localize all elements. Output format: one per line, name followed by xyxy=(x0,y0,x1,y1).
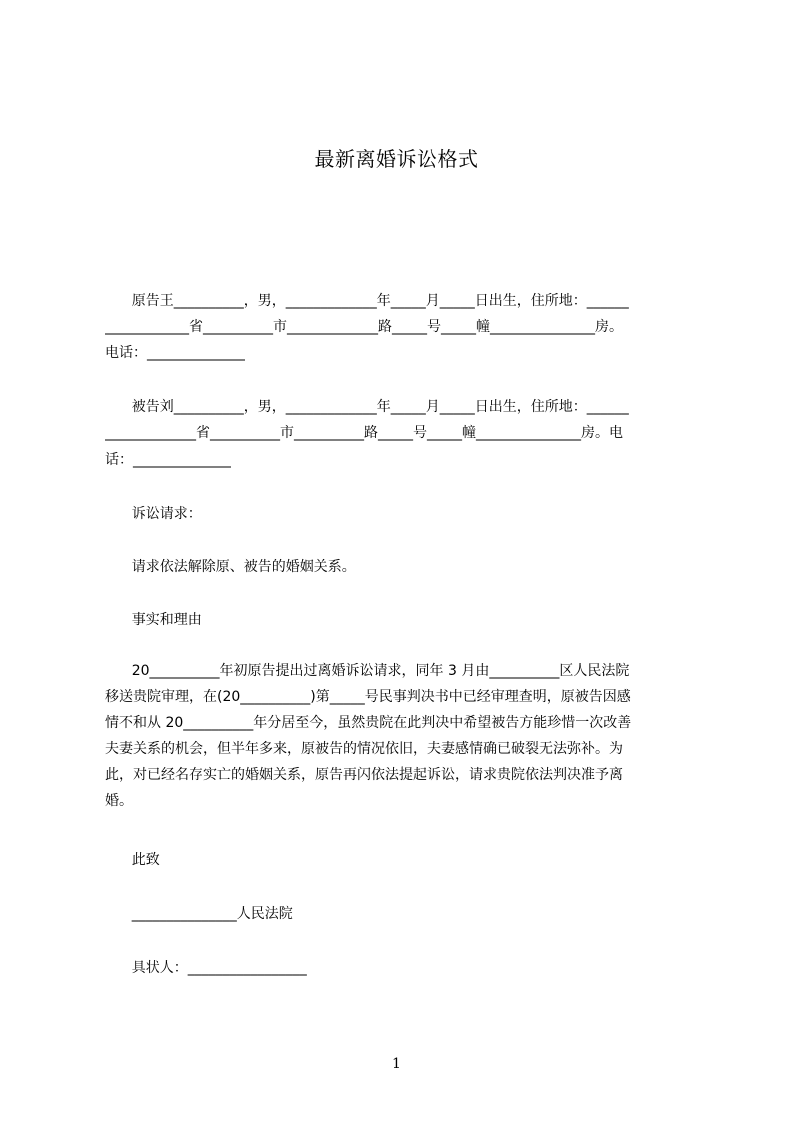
plaintiff-line: 电话：______________ xyxy=(105,345,245,361)
facts-line: 此，对已经名存实亡的婚姻关系，原告再闪依法提起诉讼，请求贵院依法判决准予离 xyxy=(105,767,623,783)
facts-heading: 事实和理由 xyxy=(105,612,202,628)
court-name: _______________人民法院 xyxy=(105,906,293,922)
plaintiff-line: ____________省__________市_____________路_____号_____幢_______________房。 xyxy=(105,319,623,335)
claims-text: 请求依法解除原、被告的婚姻关系。 xyxy=(105,559,356,575)
facts-line: 婚。 xyxy=(105,793,133,809)
facts-line: 夫妻关系的机会，但半年多来，原被告的情况依旧，夫妻感情确已破裂无法弥补。为 xyxy=(105,741,623,757)
plaintiff-line: 原告王__________，男，_____________年_____月_____日出生，住所地：______ xyxy=(105,293,629,309)
page-title: 最新离婚诉讼格式 xyxy=(314,147,479,171)
defendant-line: 话：______________ xyxy=(105,452,231,468)
facts-line: 情不和从 20__________年分居至今，虽然贵院在此判决中希望被告方能珍惜一次改善 xyxy=(105,715,632,731)
page-number: 1 xyxy=(392,1056,401,1072)
closing-text: 此致 xyxy=(105,852,160,868)
defendant-line: _____________省__________市__________路_____号_____幢_______________房。电 xyxy=(105,425,623,441)
defendant-line: 被告刘__________，男，_____________年_____月_____日出生，住所地：______ xyxy=(105,399,629,415)
facts-line: 20__________年初原告提出过离婚诉讼请求，同年 3 月由__________区人民法院 xyxy=(105,663,630,679)
signer-line: 具状人：_________________ xyxy=(105,960,307,976)
claims-heading: 诉讼请求： xyxy=(105,506,202,522)
facts-line: 移送贵院审理，在(20__________)第_____号民事判决书中已经审理查明，原被告因感 xyxy=(105,689,631,705)
